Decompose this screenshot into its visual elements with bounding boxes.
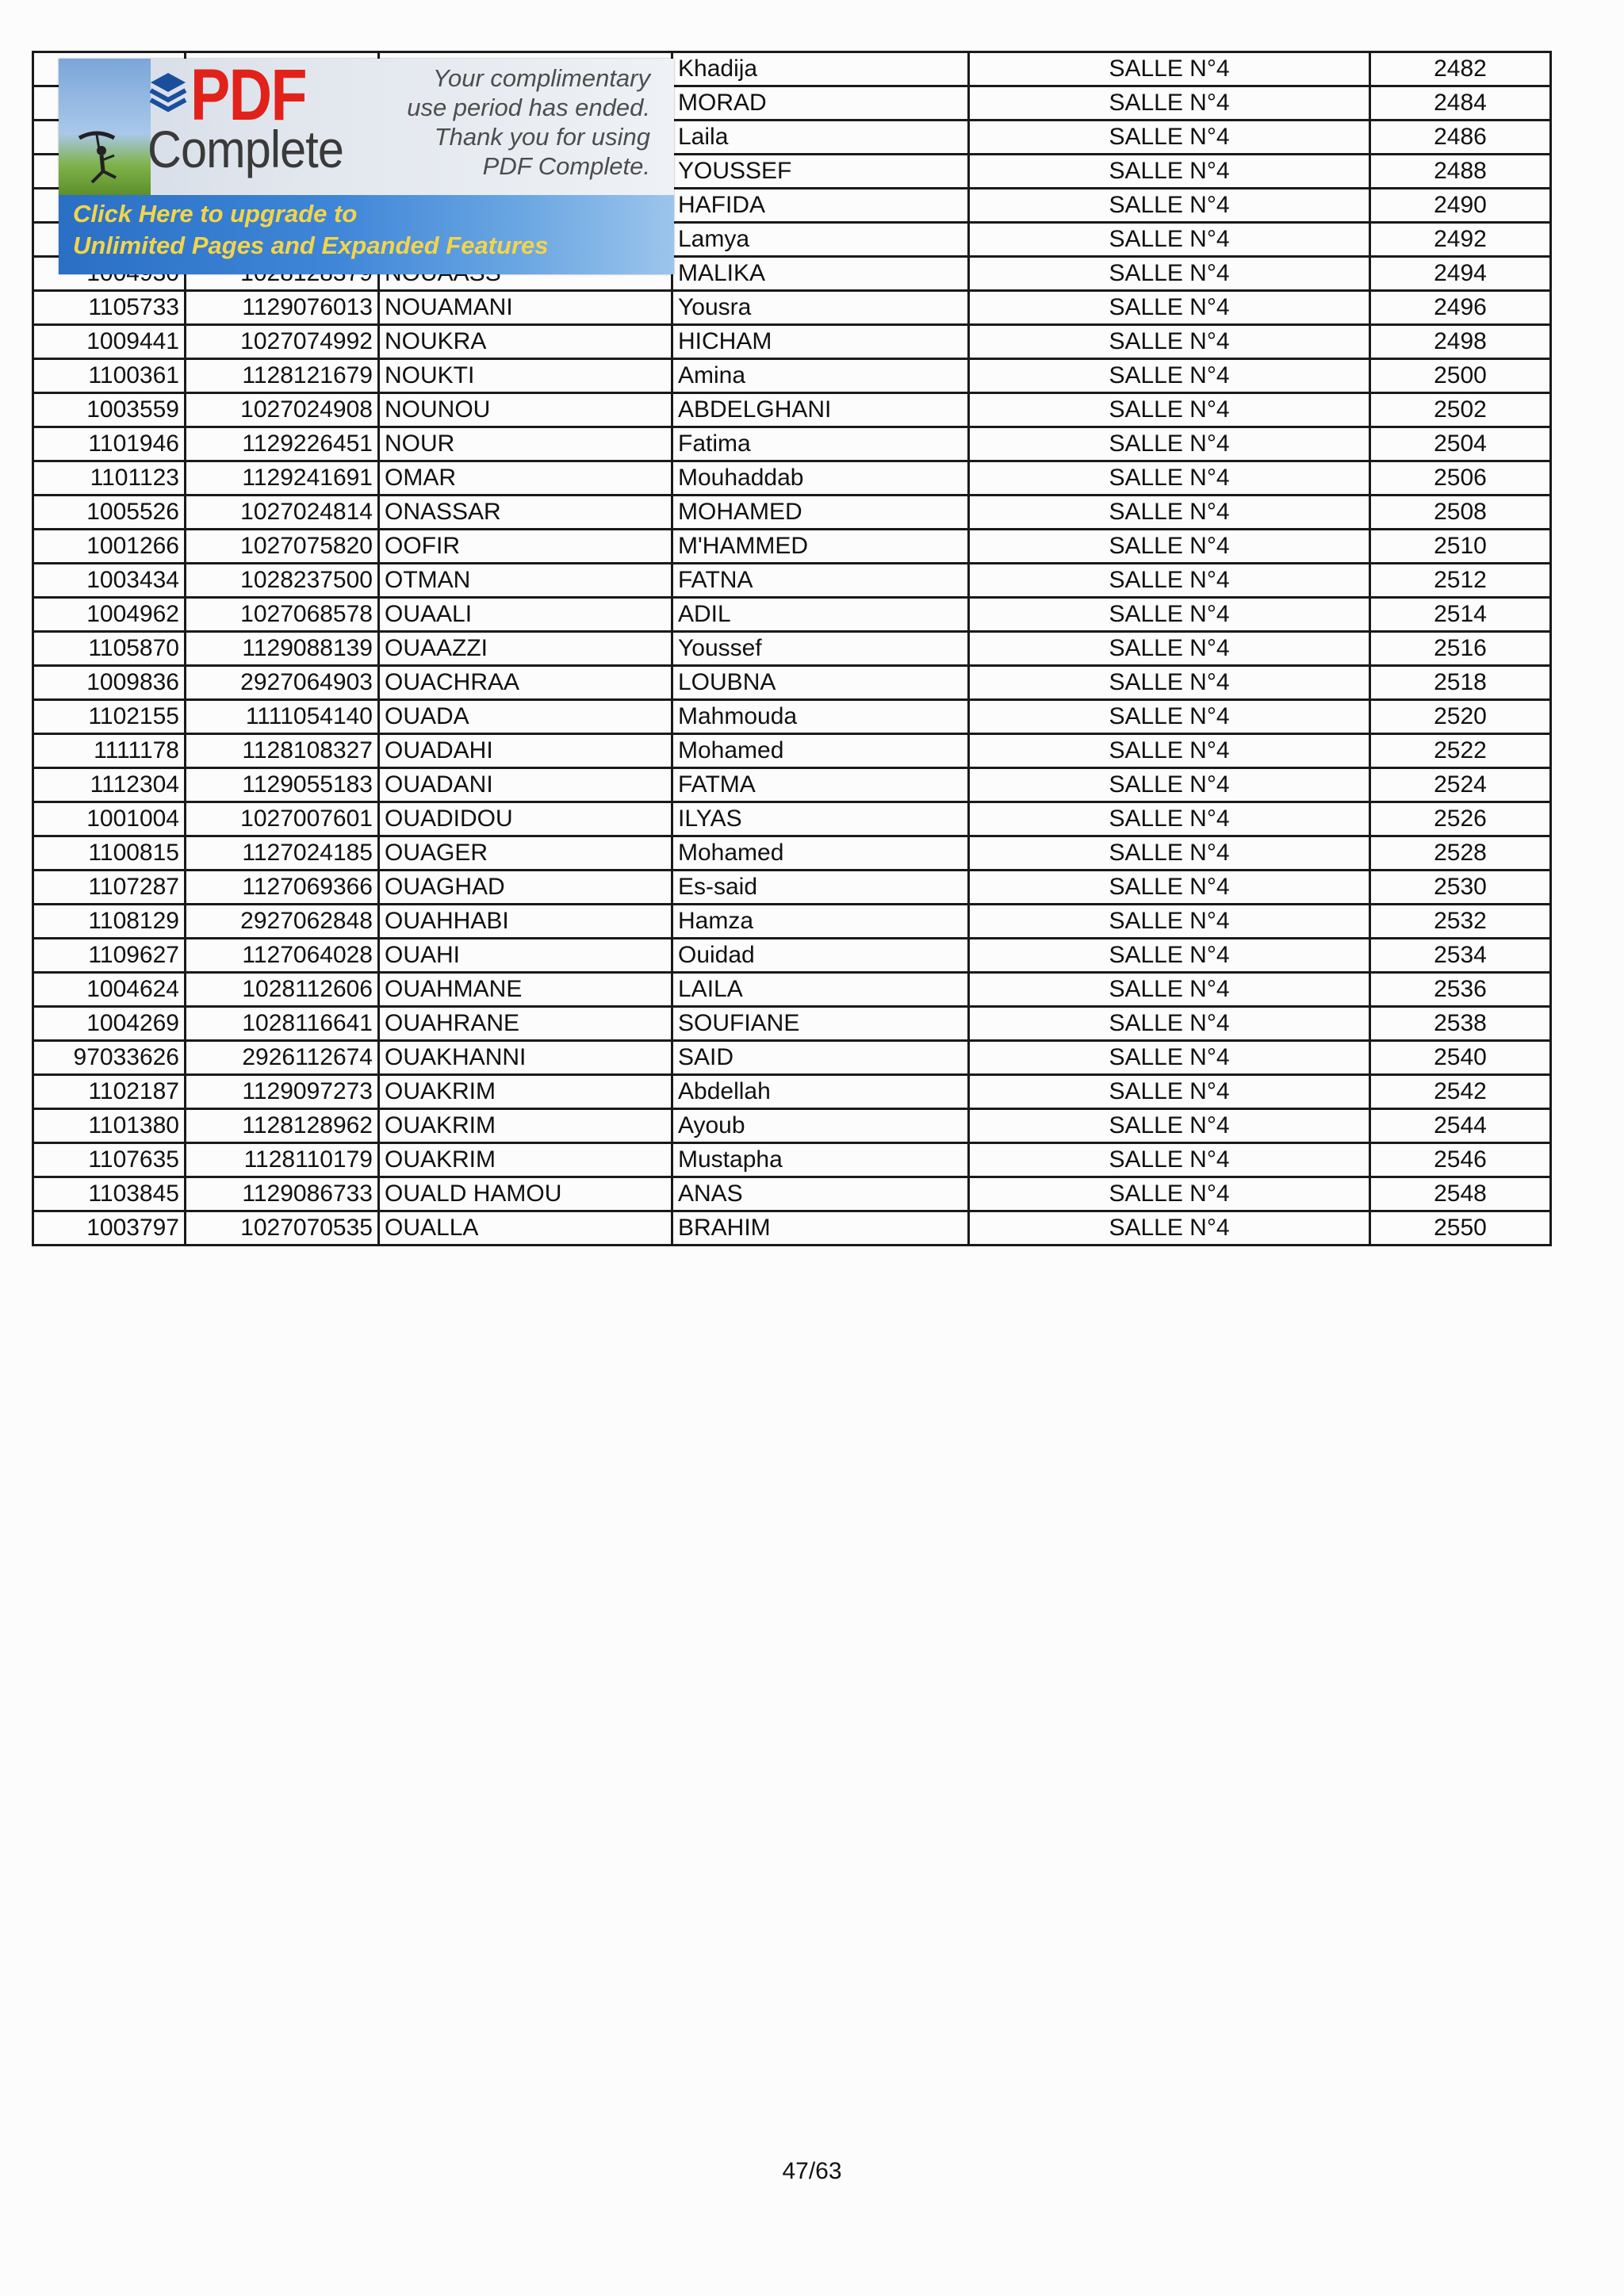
exam-number-cell: 2534: [1370, 939, 1551, 973]
first-name-cell: Es-said: [672, 871, 969, 905]
exam-number-cell: 2490: [1370, 189, 1551, 223]
exam-room-cell: SALLE N°4: [969, 257, 1370, 291]
national-code-cell: 1127024185: [186, 836, 379, 871]
student-id-cell: 1101380: [33, 1109, 186, 1143]
student-id-cell: 1004269: [33, 1007, 186, 1041]
exam-room-cell: SALLE N°4: [969, 1177, 1370, 1211]
exam-number-cell: 2482: [1370, 52, 1551, 86]
exam-room-cell: SALLE N°4: [969, 325, 1370, 359]
student-id-cell: 1105870: [33, 632, 186, 666]
table-row: [33, 768, 1551, 802]
student-id-cell: 1107287: [33, 871, 186, 905]
exam-number-cell: 2506: [1370, 461, 1551, 496]
table-row: [33, 871, 1551, 905]
first-name-cell: HAFIDA: [672, 189, 969, 223]
first-name-cell: Laila: [672, 121, 969, 155]
national-code-cell: 1028112606: [186, 973, 379, 1007]
table-row: [33, 666, 1551, 700]
national-code-cell: 1129097273: [186, 1075, 379, 1109]
student-id-cell: 97033626: [33, 1041, 186, 1075]
trial-ended-message: [365, 63, 650, 181]
student-id-cell: 1009836: [33, 666, 186, 700]
exam-room-cell: SALLE N°4: [969, 189, 1370, 223]
last-name-cell: OUAKRIM: [379, 1075, 672, 1109]
national-code-cell: 1027007601: [186, 802, 379, 836]
first-name-cell: FATMA: [672, 768, 969, 802]
upgrade-link-line[interactable]: Unlimited Pages and Expanded Features: [73, 232, 549, 259]
last-name-cell: OUADA: [379, 700, 672, 734]
first-name-cell: Ayoub: [672, 1109, 969, 1143]
exam-number-cell: 2504: [1370, 427, 1551, 461]
last-name-cell: OUAHI: [379, 939, 672, 973]
first-name-cell: Amina: [672, 359, 969, 393]
last-name-cell: OUAGER: [379, 836, 672, 871]
first-name-cell: MORAD: [672, 86, 969, 121]
exam-number-cell: 2486: [1370, 121, 1551, 155]
student-id-cell: 1105733: [33, 291, 186, 325]
last-name-cell: NOUAMANI: [379, 291, 672, 325]
last-name-cell: OUAHHABI: [379, 905, 672, 939]
table-row: [33, 802, 1551, 836]
table-row: [33, 496, 1551, 530]
last-name-cell: OUAKRIM: [379, 1109, 672, 1143]
exam-room-cell: SALLE N°4: [969, 905, 1370, 939]
exam-room-cell: SALLE N°4: [969, 52, 1370, 86]
national-code-cell: 1027070535: [186, 1211, 379, 1246]
exam-number-cell: 2492: [1370, 223, 1551, 257]
exam-number-cell: 2540: [1370, 1041, 1551, 1075]
exam-number-cell: 2500: [1370, 359, 1551, 393]
student-id-cell: 1009441: [33, 325, 186, 359]
student-id-cell: 1109627: [33, 939, 186, 973]
national-code-cell: 1129241691: [186, 461, 379, 496]
student-id-cell: 1107635: [33, 1143, 186, 1177]
national-code-cell: 1129226451: [186, 427, 379, 461]
last-name-cell: NOUKTI: [379, 359, 672, 393]
last-name-cell: OUAAZZI: [379, 632, 672, 666]
table-row: [33, 598, 1551, 632]
national-code-cell: 1028116641: [186, 1007, 379, 1041]
last-name-cell: OUAHMANE: [379, 973, 672, 1007]
exam-number-cell: 2528: [1370, 836, 1551, 871]
page-number: 47/63: [782, 2158, 842, 2184]
first-name-cell: ILYAS: [672, 802, 969, 836]
table-row: [33, 973, 1551, 1007]
exam-room-cell: SALLE N°4: [969, 768, 1370, 802]
table-row: [33, 1075, 1551, 1109]
first-name-cell: Abdellah: [672, 1075, 969, 1109]
exam-room-cell: SALLE N°4: [969, 598, 1370, 632]
national-code-cell: 2927062848: [186, 905, 379, 939]
student-id-cell: 1003559: [33, 393, 186, 427]
national-code-cell: 1129086733: [186, 1177, 379, 1211]
exam-number-cell: 2546: [1370, 1143, 1551, 1177]
table-row: [33, 564, 1551, 598]
national-code-cell: 1129088139: [186, 632, 379, 666]
last-name-cell: OUADANI: [379, 768, 672, 802]
first-name-cell: MALIKA: [672, 257, 969, 291]
student-id-cell: 1100361: [33, 359, 186, 393]
first-name-cell: SOUFIANE: [672, 1007, 969, 1041]
exam-number-cell: 2518: [1370, 666, 1551, 700]
last-name-cell: NOUNOU: [379, 393, 672, 427]
student-id-cell: 1003797: [33, 1211, 186, 1246]
first-name-cell: YOUSSEF: [672, 155, 969, 189]
exam-number-cell: 2484: [1370, 86, 1551, 121]
exam-room-cell: SALLE N°4: [969, 496, 1370, 530]
first-name-cell: MOHAMED: [672, 496, 969, 530]
exam-room-cell: SALLE N°4: [969, 666, 1370, 700]
exam-number-cell: 2498: [1370, 325, 1551, 359]
exam-room-cell: SALLE N°4: [969, 359, 1370, 393]
first-name-cell: Mohamed: [672, 836, 969, 871]
student-id-cell: 1001004: [33, 802, 186, 836]
national-code-cell: 1027074992: [186, 325, 379, 359]
jumping-figure-icon: [73, 127, 136, 190]
exam-number-cell: 2514: [1370, 598, 1551, 632]
national-code-cell: 1027068578: [186, 598, 379, 632]
exam-number-cell: 2508: [1370, 496, 1551, 530]
brand-complete-text: Complete: [147, 120, 344, 178]
first-name-cell: Ouidad: [672, 939, 969, 973]
national-code-cell: 1127064028: [186, 939, 379, 973]
student-id-cell: 1100815: [33, 836, 186, 871]
table-row: [33, 291, 1551, 325]
last-name-cell: NOUKRA: [379, 325, 672, 359]
last-name-cell: OUADAHI: [379, 734, 672, 768]
exam-room-cell: SALLE N°4: [969, 530, 1370, 564]
first-name-cell: ADIL: [672, 598, 969, 632]
last-name-cell: OUAKRIM: [379, 1143, 672, 1177]
pdf-complete-upgrade-banner[interactable]: [59, 59, 674, 274]
table-row: [33, 359, 1551, 393]
national-code-cell: 1129076013: [186, 291, 379, 325]
exam-number-cell: 2512: [1370, 564, 1551, 598]
national-code-cell: 1028237500: [186, 564, 379, 598]
exam-room-cell: SALLE N°4: [969, 632, 1370, 666]
exam-room-cell: SALLE N°4: [969, 461, 1370, 496]
message-line: use period has ended.: [407, 94, 650, 121]
table-row: [33, 905, 1551, 939]
student-id-cell: 1102187: [33, 1075, 186, 1109]
national-code-cell: 1027024814: [186, 496, 379, 530]
exam-number-cell: 2550: [1370, 1211, 1551, 1246]
last-name-cell: OUAKHANNI: [379, 1041, 672, 1075]
message-line: Your complimentary: [433, 64, 650, 92]
exam-room-cell: SALLE N°4: [969, 700, 1370, 734]
table-row: [33, 530, 1551, 564]
student-id-cell: 1103845: [33, 1177, 186, 1211]
table-row: [33, 1211, 1551, 1246]
national-code-cell: 1128108327: [186, 734, 379, 768]
national-code-cell: 1129055183: [186, 768, 379, 802]
exam-number-cell: 2522: [1370, 734, 1551, 768]
national-code-cell: 2927064903: [186, 666, 379, 700]
first-name-cell: Hamza: [672, 905, 969, 939]
layers-icon: [147, 70, 189, 117]
exam-room-cell: SALLE N°4: [969, 223, 1370, 257]
national-code-cell: 1128121679: [186, 359, 379, 393]
exam-room-cell: SALLE N°4: [969, 86, 1370, 121]
table-row: [33, 939, 1551, 973]
exam-number-cell: 2538: [1370, 1007, 1551, 1041]
last-name-cell: OUAGHAD: [379, 871, 672, 905]
first-name-cell: Mouhaddab: [672, 461, 969, 496]
national-code-cell: 1127069366: [186, 871, 379, 905]
last-name-cell: OUACHRAA: [379, 666, 672, 700]
exam-room-cell: SALLE N°4: [969, 1041, 1370, 1075]
brand-pdf-text: PDF: [190, 59, 306, 136]
exam-room-cell: SALLE N°4: [969, 1143, 1370, 1177]
exam-number-cell: 2502: [1370, 393, 1551, 427]
first-name-cell: BRAHIM: [672, 1211, 969, 1246]
national-code-cell: 2926112674: [186, 1041, 379, 1075]
first-name-cell: M'HAMMED: [672, 530, 969, 564]
table-row: [33, 734, 1551, 768]
first-name-cell: Lamya: [672, 223, 969, 257]
first-name-cell: Fatima: [672, 427, 969, 461]
message-line: Thank you for using: [434, 123, 650, 151]
table-row: [33, 632, 1551, 666]
upgrade-link-line[interactable]: Click Here to upgrade to: [73, 200, 358, 228]
exam-number-cell: 2530: [1370, 871, 1551, 905]
student-id-cell: 1101946: [33, 427, 186, 461]
exam-number-cell: 2510: [1370, 530, 1551, 564]
student-id-cell: 1004624: [33, 973, 186, 1007]
upgrade-link[interactable]: [73, 198, 549, 262]
exam-room-cell: SALLE N°4: [969, 427, 1370, 461]
exam-room-cell: SALLE N°4: [969, 871, 1370, 905]
exam-room-cell: SALLE N°4: [969, 1109, 1370, 1143]
table-row: [33, 1109, 1551, 1143]
exam-number-cell: 2520: [1370, 700, 1551, 734]
national-code-cell: 1111054140: [186, 700, 379, 734]
national-code-cell: 1128128962: [186, 1109, 379, 1143]
first-name-cell: LOUBNA: [672, 666, 969, 700]
exam-room-cell: SALLE N°4: [969, 1075, 1370, 1109]
table-row: [33, 461, 1551, 496]
student-id-cell: 1112304: [33, 768, 186, 802]
exam-room-cell: SALLE N°4: [969, 155, 1370, 189]
student-id-cell: 1111178: [33, 734, 186, 768]
student-id-cell: 1101123: [33, 461, 186, 496]
first-name-cell: LAILA: [672, 973, 969, 1007]
exam-room-cell: SALLE N°4: [969, 939, 1370, 973]
first-name-cell: Mustapha: [672, 1143, 969, 1177]
exam-room-cell: SALLE N°4: [969, 836, 1370, 871]
exam-number-cell: 2526: [1370, 802, 1551, 836]
first-name-cell: Youssef: [672, 632, 969, 666]
student-id-cell: 1003434: [33, 564, 186, 598]
last-name-cell: OUAALI: [379, 598, 672, 632]
first-name-cell: ANAS: [672, 1177, 969, 1211]
exam-room-cell: SALLE N°4: [969, 1211, 1370, 1246]
exam-room-cell: SALLE N°4: [969, 1007, 1370, 1041]
last-name-cell: OMAR: [379, 461, 672, 496]
exam-room-cell: SALLE N°4: [969, 291, 1370, 325]
table-row: [33, 1143, 1551, 1177]
table-row: [33, 1007, 1551, 1041]
exam-number-cell: 2536: [1370, 973, 1551, 1007]
exam-number-cell: 2524: [1370, 768, 1551, 802]
first-name-cell: HICHAM: [672, 325, 969, 359]
student-id-cell: 1001266: [33, 530, 186, 564]
national-code-cell: 1027075820: [186, 530, 379, 564]
exam-room-cell: SALLE N°4: [969, 121, 1370, 155]
exam-room-cell: SALLE N°4: [969, 564, 1370, 598]
table-row: [33, 325, 1551, 359]
student-id-cell: 1102155: [33, 700, 186, 734]
exam-number-cell: 2488: [1370, 155, 1551, 189]
exam-room-cell: SALLE N°4: [969, 393, 1370, 427]
exam-number-cell: 2542: [1370, 1075, 1551, 1109]
national-code-cell: 1128110179: [186, 1143, 379, 1177]
table-row: [33, 393, 1551, 427]
last-name-cell: ONASSAR: [379, 496, 672, 530]
exam-number-cell: 2516: [1370, 632, 1551, 666]
first-name-cell: Mohamed: [672, 734, 969, 768]
student-id-cell: 1004962: [33, 598, 186, 632]
last-name-cell: OTMAN: [379, 564, 672, 598]
last-name-cell: OOFIR: [379, 530, 672, 564]
exam-room-cell: SALLE N°4: [969, 802, 1370, 836]
first-name-cell: Khadija: [672, 52, 969, 86]
national-code-cell: 1027024908: [186, 393, 379, 427]
exam-number-cell: 2532: [1370, 905, 1551, 939]
last-name-cell: OUALD HAMOU: [379, 1177, 672, 1211]
last-name-cell: OUAHRANE: [379, 1007, 672, 1041]
first-name-cell: Mahmouda: [672, 700, 969, 734]
table-row: [33, 1041, 1551, 1075]
table-row: [33, 836, 1551, 871]
first-name-cell: Yousra: [672, 291, 969, 325]
last-name-cell: NOUR: [379, 427, 672, 461]
exam-room-cell: SALLE N°4: [969, 734, 1370, 768]
exam-number-cell: 2544: [1370, 1109, 1551, 1143]
student-id-cell: 1108129: [33, 905, 186, 939]
exam-number-cell: 2496: [1370, 291, 1551, 325]
table-row: [33, 700, 1551, 734]
table-row: [33, 1177, 1551, 1211]
first-name-cell: SAID: [672, 1041, 969, 1075]
first-name-cell: FATNA: [672, 564, 969, 598]
first-name-cell: ABDELGHANI: [672, 393, 969, 427]
last-name-cell: OUALLA: [379, 1211, 672, 1246]
exam-number-cell: 2548: [1370, 1177, 1551, 1211]
student-id-cell: 1005526: [33, 496, 186, 530]
exam-number-cell: 2494: [1370, 257, 1551, 291]
exam-room-cell: SALLE N°4: [969, 973, 1370, 1007]
last-name-cell: OUADIDOU: [379, 802, 672, 836]
message-line: PDF Complete.: [482, 152, 650, 180]
table-row: [33, 427, 1551, 461]
